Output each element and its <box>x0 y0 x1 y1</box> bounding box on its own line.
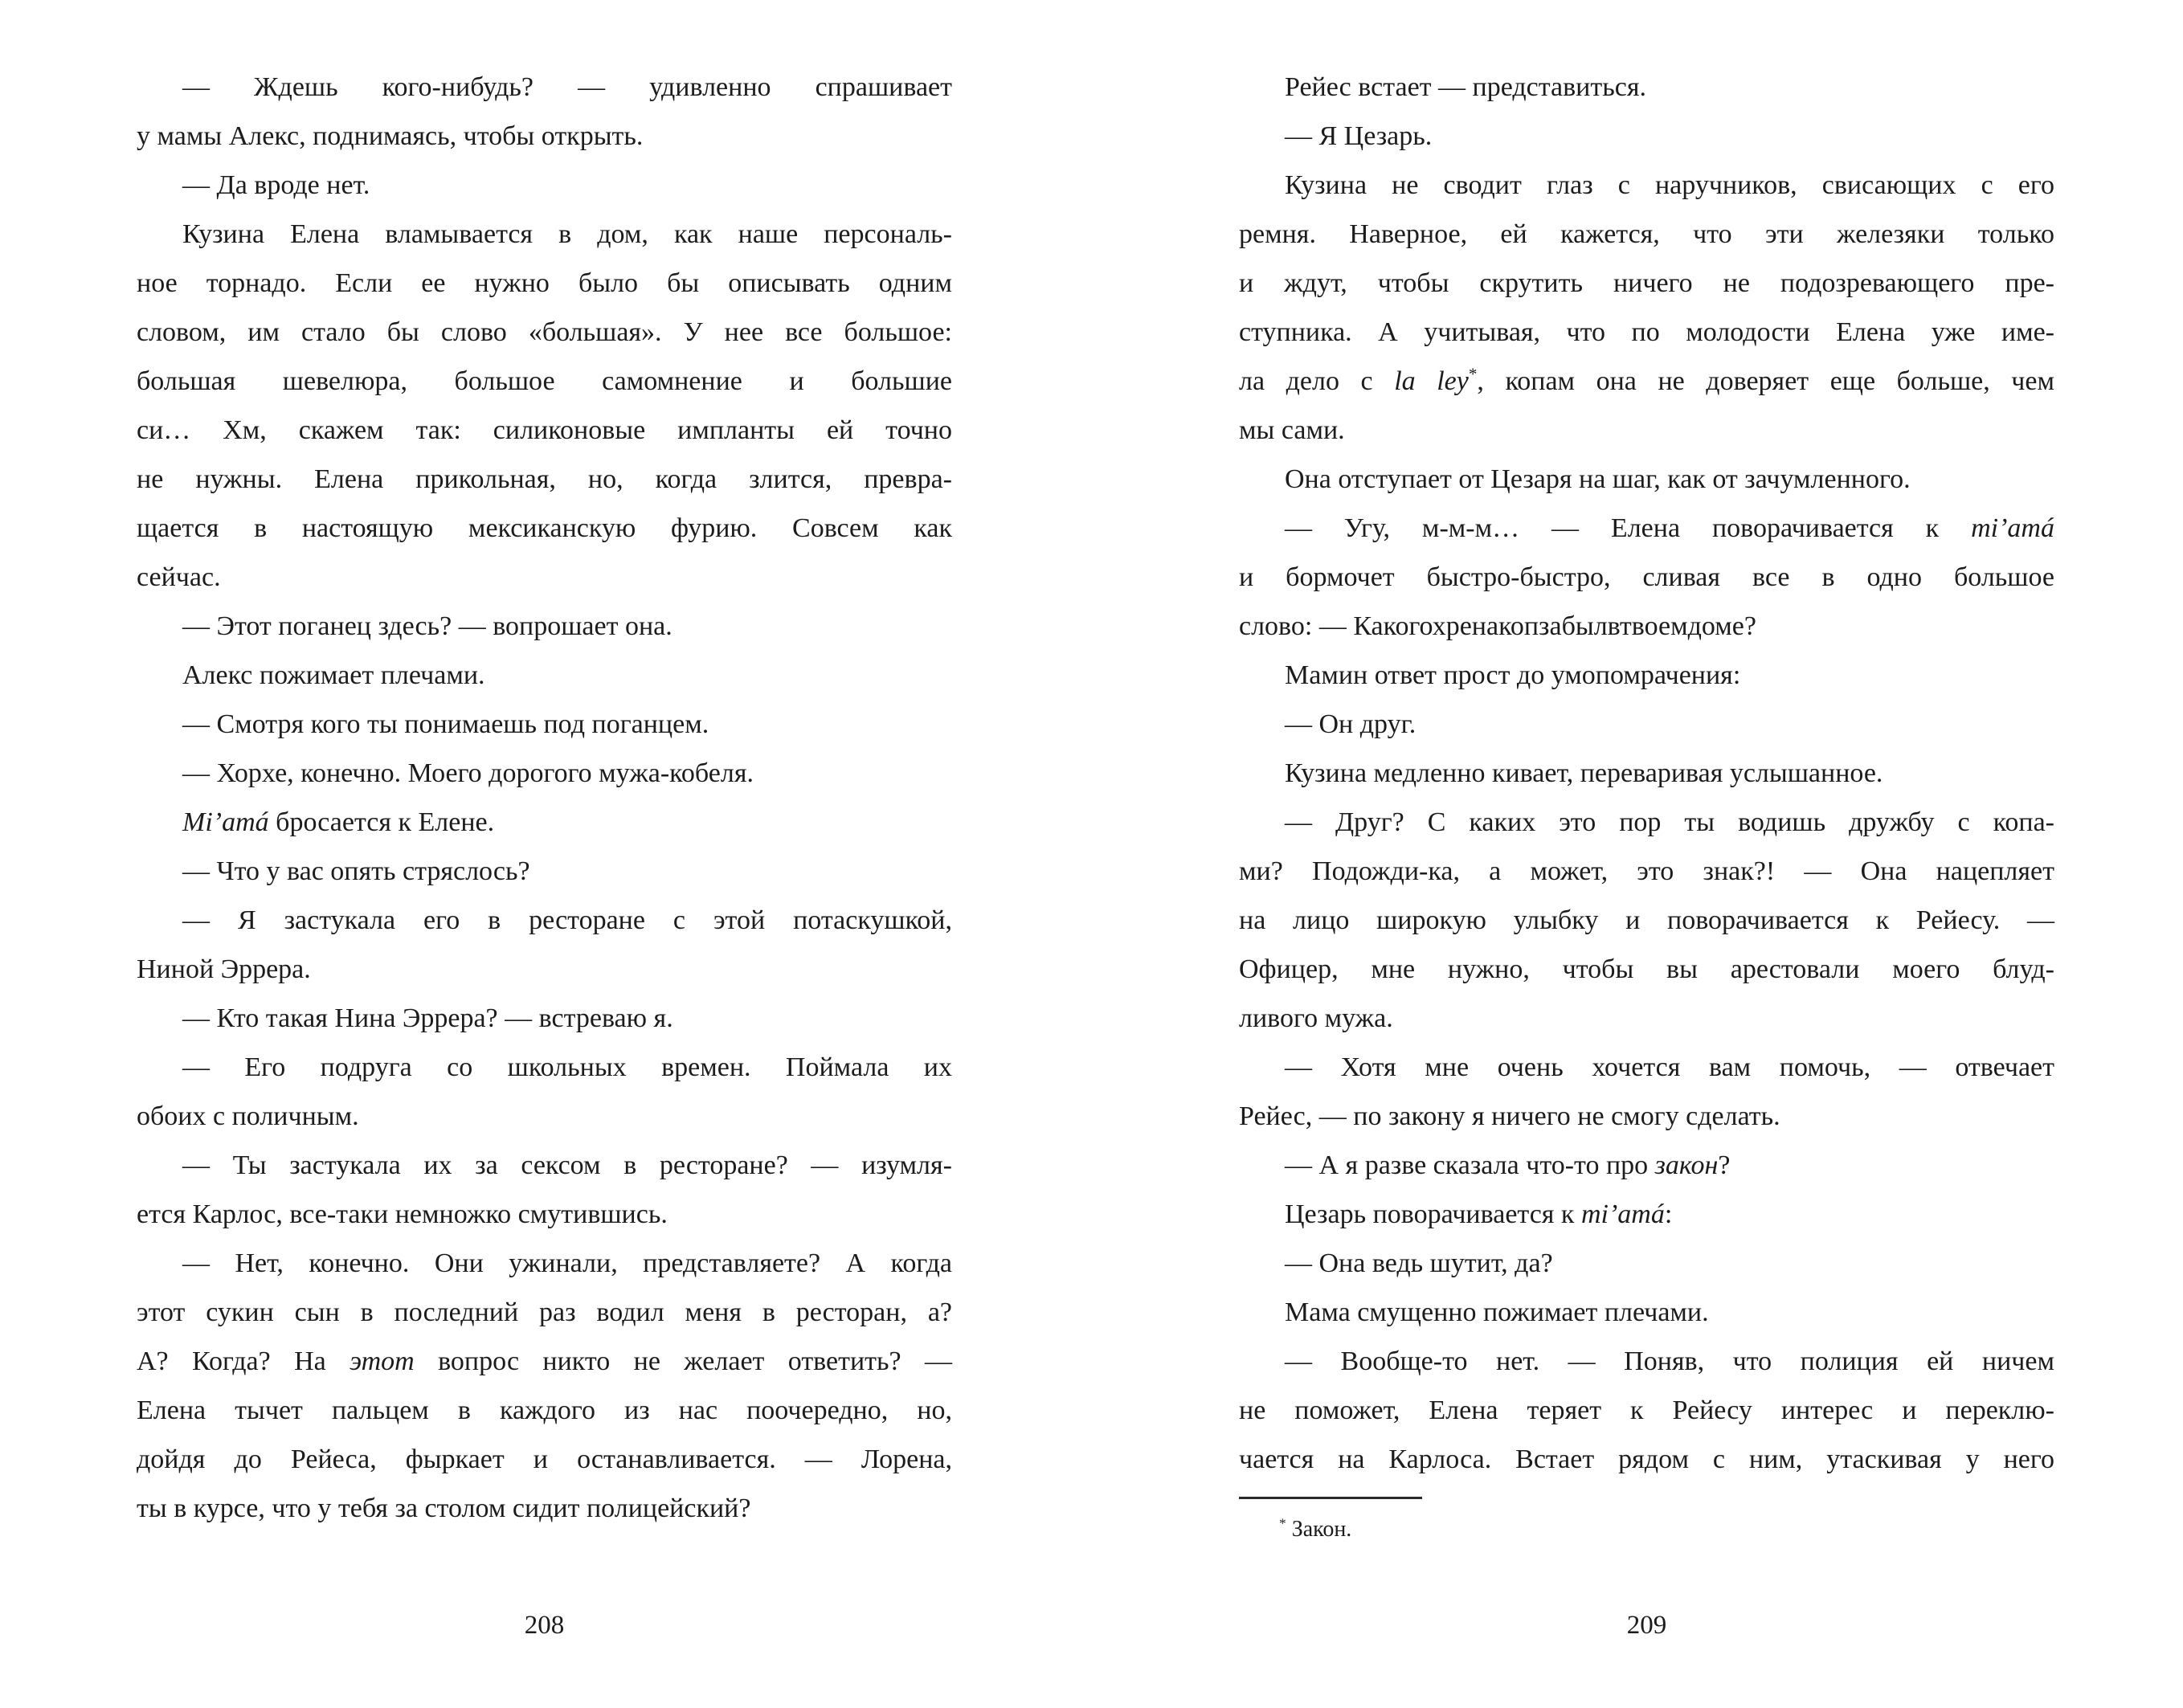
page-left <box>137 63 952 1640</box>
text-line <box>1239 896 2054 945</box>
text-run: Елена тычет пальцем в каждого из нас поочередно, но, <box>137 1395 952 1425</box>
text-run: — Ждешь кого-нибудь? — удивленно спрашивает <box>182 72 952 102</box>
text-run: и бормочет быстро-быстро, сливая все в одно большое <box>1239 562 2054 592</box>
text-line <box>1239 945 2054 994</box>
text-line <box>1239 161 2054 210</box>
text-line <box>137 945 952 994</box>
text-run: Кузина Елена вламывается в дом, как наше персональ- <box>182 219 952 249</box>
text-line <box>137 1435 952 1484</box>
text-line <box>1239 357 2054 406</box>
text-run: си… Хм, скажем так: силиконовые импланты ей точно <box>137 415 952 445</box>
text-line <box>137 63 952 112</box>
text-line <box>137 112 952 161</box>
text-run: чается на Карлоса. Встает рядом с ним, утаскивая у него <box>1239 1444 2054 1474</box>
text-run: Кузина медленно кивает, переваривая услышанное. <box>1285 758 1883 788</box>
text-line <box>137 1239 952 1288</box>
footnote-rule <box>1239 1497 1422 1499</box>
text-run: не нужны. Елена прикольная, но, когда злится, превра- <box>137 464 952 494</box>
text-line <box>1239 749 2054 798</box>
text-line <box>1239 1141 2054 1190</box>
text-line <box>1239 1239 2054 1288</box>
text-run: Рейес, — по закону я ничего не смогу сделать. <box>1239 1101 1780 1131</box>
italic-run: mi’amá <box>1580 1199 1665 1229</box>
text-run: бросается к Елене. <box>268 807 495 837</box>
text-line <box>137 1141 952 1190</box>
text-run: — Друг? С каких это пор ты водишь дружбу с копа- <box>1285 807 2054 837</box>
text-run: щается в настоящую мексиканскую фурию. Совсем как <box>137 513 952 543</box>
text-line <box>1239 112 2054 161</box>
text-line <box>1239 1435 2054 1484</box>
text-run: Мама смущенно пожимает плечами. <box>1285 1297 1709 1327</box>
text-run: дойдя до Рейеса, фыркает и останавливается. — Лорена, <box>137 1444 952 1474</box>
text-run: : <box>1664 1199 1673 1229</box>
text-run: у мамы Алекс, поднимаясь, чтобы открыть. <box>137 121 644 151</box>
text-line <box>137 357 952 406</box>
text-run: Цезарь поворачивается к <box>1285 1199 1581 1229</box>
text-run: — Угу, м-м-м… — Елена поворачивается к <box>1285 513 1972 543</box>
text-line <box>137 161 952 210</box>
text-run: ? <box>1718 1150 1731 1180</box>
text-line <box>137 700 952 749</box>
text-line <box>137 798 952 847</box>
text-run: не поможет, Елена теряет к Рейесу интерес и переклю- <box>1239 1395 2054 1425</box>
text-line <box>137 896 952 945</box>
footnote <box>1239 1497 2054 1546</box>
text-run: ремня. Наверное, ей кажется, что эти железяки только <box>1239 219 2054 249</box>
text-run: Кузина не сводит глаз с наручников, свисающих с его <box>1285 170 2054 200</box>
text-line <box>1239 847 2054 896</box>
page-right <box>1239 63 2054 1640</box>
text-run: — Что у вас опять стряслось? <box>182 856 530 886</box>
text-line <box>137 308 952 357</box>
text-run: мы сами. <box>1239 415 1345 445</box>
footnote-marker: * <box>1279 1515 1286 1531</box>
text-run: этот сукин сын в последний раз водил меня в ресторан, а? <box>137 1297 952 1327</box>
text-line <box>137 1288 952 1337</box>
text-line <box>1239 308 2054 357</box>
text-run: — Этот поганец здесь? — вопрошает она. <box>182 611 672 641</box>
text-run: — Она ведь шутит, да? <box>1285 1248 1553 1278</box>
text-run: А? Когда? На <box>137 1346 350 1376</box>
text-run: вопрос никто не желает ответить? — <box>414 1346 952 1376</box>
italic-run: la ley <box>1394 366 1469 396</box>
italic-run: Mi’amá <box>182 807 269 837</box>
text-run: и ждут, чтобы скрутить ничего не подозревающего пре- <box>1239 268 2054 298</box>
text-line <box>137 847 952 896</box>
text-line <box>1239 1337 2054 1386</box>
text-line <box>137 455 952 504</box>
text-run: — Нет, конечно. Они ужинали, представляете? А когда <box>182 1248 952 1278</box>
text-run: — Да вроде нет. <box>182 170 370 200</box>
text-run: Мамин ответ прост до умопомрачения: <box>1285 660 1741 690</box>
footnote-label: Закон. <box>1291 1517 1352 1542</box>
text-line <box>137 406 952 455</box>
text-run: — А я разве сказала что-то про <box>1285 1150 1655 1180</box>
text-line <box>1239 1092 2054 1141</box>
text-run: — Вообще-то нет. — Поняв, что полиция ей ничем <box>1285 1346 2054 1376</box>
text-line <box>137 259 952 308</box>
text-line <box>137 651 952 700</box>
text-run: — Смотря кого ты понимаешь под поганцем. <box>182 709 709 739</box>
text-run: обоих с поличным. <box>137 1101 359 1131</box>
footnote-text <box>1239 1514 2054 1546</box>
text-line <box>137 749 952 798</box>
text-run: — Он друг. <box>1285 709 1416 739</box>
text-run: большая шевелюра, большое самомнение и большие <box>137 366 952 396</box>
page-number-left: 208 <box>524 1611 565 1640</box>
italic-run: mi’amá <box>1971 513 2054 543</box>
text-run: ла дело с <box>1239 366 1395 396</box>
text-line <box>137 602 952 651</box>
text-run: — Ты застукала их за сексом в ресторане? — изумля- <box>182 1150 952 1180</box>
text-run: — Хотя мне очень хочется вам помочь, — отвечает <box>1285 1052 2054 1082</box>
text-run: , копам она не доверяет еще больше, чем <box>1477 366 2054 396</box>
text-line <box>1239 798 2054 847</box>
text-line <box>1239 259 2054 308</box>
text-run: — Я застукала его в ресторане с этой потаскушкой, <box>182 905 952 935</box>
text-run: ется Карлос, все-таки немножко смутившись. <box>137 1199 668 1229</box>
text-run: — Хорхе, конечно. Моего дорогого мужа-кобеля. <box>182 758 754 788</box>
text-run: ступника. А учитывая, что по молодости Елена уже име- <box>1239 317 2054 347</box>
page-number-right: 209 <box>1626 1611 1667 1640</box>
footnote-ref: * <box>1468 364 1478 384</box>
text-line <box>137 1043 952 1092</box>
text-line <box>137 1092 952 1141</box>
text-run: — Я Цезарь. <box>1285 121 1433 151</box>
text-run: словом, им стало бы слово «большая». У нее все большое: <box>137 317 952 347</box>
text-line <box>137 1337 952 1386</box>
text-run: сейчас. <box>137 562 221 592</box>
text-line <box>137 504 952 553</box>
text-line <box>1239 700 2054 749</box>
text-line <box>1239 994 2054 1043</box>
text-run: ты в курсе, что у тебя за столом сидит полицейский? <box>137 1493 751 1523</box>
text-line <box>1239 651 2054 700</box>
text-line <box>1239 1043 2054 1092</box>
text-line <box>1239 1386 2054 1435</box>
text-line <box>137 1386 952 1435</box>
text-line <box>1239 504 2054 553</box>
text-line <box>137 553 952 602</box>
italic-run: этот <box>350 1346 415 1376</box>
text-line <box>1239 210 2054 259</box>
text-run: — Его подруга со школьных времен. Поймала их <box>182 1052 952 1082</box>
text-line <box>1239 1190 2054 1239</box>
text-run: ное торнадо. Если ее нужно было бы описывать одним <box>137 268 952 298</box>
text-line <box>137 210 952 259</box>
text-run: ливого мужа. <box>1239 1003 1393 1033</box>
text-run: на лицо широкую улыбку и поворачивается к Рейесу. — <box>1239 905 2054 935</box>
text-line <box>1239 63 2054 112</box>
text-line <box>137 994 952 1043</box>
text-run: Она отступает от Цезаря на шаг, как от зачумленного. <box>1285 464 1911 494</box>
text-run: Рейес встает — представиться. <box>1285 72 1646 102</box>
text-run: Офицер, мне нужно, чтобы вы арестовали моего блуд- <box>1239 954 2054 984</box>
page-left-text <box>137 63 952 1533</box>
text-line <box>137 1484 952 1533</box>
italic-run: закон <box>1654 1150 1719 1180</box>
text-line <box>1239 553 2054 602</box>
text-line <box>1239 406 2054 455</box>
text-line <box>1239 602 2054 651</box>
text-run: ми? Подожди-ка, а может, это знак?! — Она нацепляет <box>1239 856 2054 886</box>
text-run: Алекс пожимает плечами. <box>182 660 485 690</box>
text-run: — Кто такая Нина Эррера? — встреваю я. <box>182 1003 673 1033</box>
text-run: Ниной Эррера. <box>137 954 311 984</box>
text-line <box>1239 455 2054 504</box>
page-right-text <box>1239 63 2054 1484</box>
text-run: слово: — Какогохренакопзабылвтвоемдоме? <box>1239 611 1756 641</box>
text-line <box>1239 1288 2054 1337</box>
text-line <box>137 1190 952 1239</box>
